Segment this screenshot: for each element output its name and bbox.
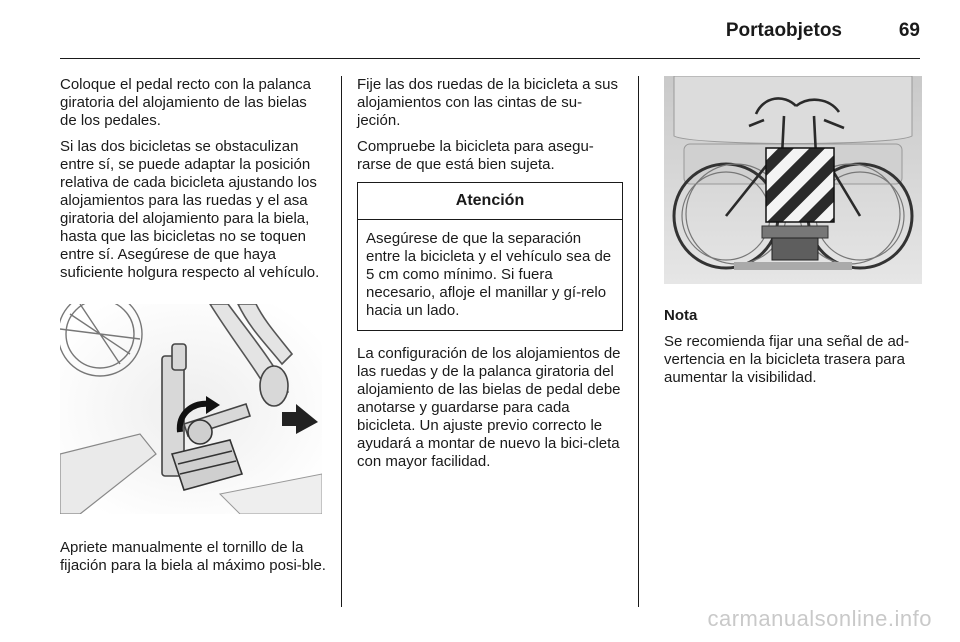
watermark: carmanualsonline.info — [707, 606, 932, 631]
bicycle-carrier-illustration — [664, 76, 922, 284]
paragraph: Fije las dos ruedas de la bicicleta a sus alojamientos con las cintas de su-jeción. — [357, 76, 618, 129]
paragraph: Apriete manualmente el tornillo de la fijación para la biela al máximo posi-ble. — [60, 539, 326, 574]
page-title: Portaobjetos — [725, 20, 842, 41]
note-title: Nota — [664, 307, 698, 324]
column-1 — [60, 76, 326, 583]
paragraph: La configuración de los alojamientos de las ruedas y de la palanca giratoria del alojamiento de las bielas de pedal debe anotarse y guardarse para cada bicicleta. Un ajuste previo correcto le ayudará a montar de nuevo la bici-cleta con mayor facilidad. — [357, 345, 621, 470]
page-number: 69 — [898, 20, 920, 41]
note-text: Se recomienda fijar una señal de ad-vertencia en la bicicleta trasera para aumentar la visibilidad. — [664, 333, 910, 386]
warning-box — [357, 182, 623, 331]
column-3 — [664, 76, 922, 395]
column-2 — [357, 76, 623, 479]
column-divider-2 — [638, 76, 639, 607]
warning-text: Asegúrese de que la separación entre la bicicleta y el vehículo sea de 5 cm como mínimo. Si fuera necesario, afloje el manillar y gí-relo hacia un lado. — [366, 230, 612, 319]
pedal-clamp-illustration — [60, 304, 322, 514]
paragraph: Si las dos bicicletas se obstaculizan entre sí, se puede adaptar la posición relativa de cada bicicleta ajustando los alojamientos para las ruedas y el asa giratoria del alojamiento para la biela, hasta que las bicicletas no se toquen entre sí. Asegúrese de que haya suficiente holgura respecto al vehículo. — [60, 138, 320, 281]
paragraph: Coloque el pedal recto con la palanca giratoria del alojamiento de las bielas de los pedales. — [60, 76, 312, 129]
page-header — [0, 0, 960, 62]
header-rule — [60, 58, 920, 59]
paragraph: Compruebe la bicicleta para asegu-rarse de que está bien sujeta. — [357, 138, 594, 173]
warning-title: Atención — [358, 183, 622, 220]
column-divider-1 — [341, 76, 342, 607]
